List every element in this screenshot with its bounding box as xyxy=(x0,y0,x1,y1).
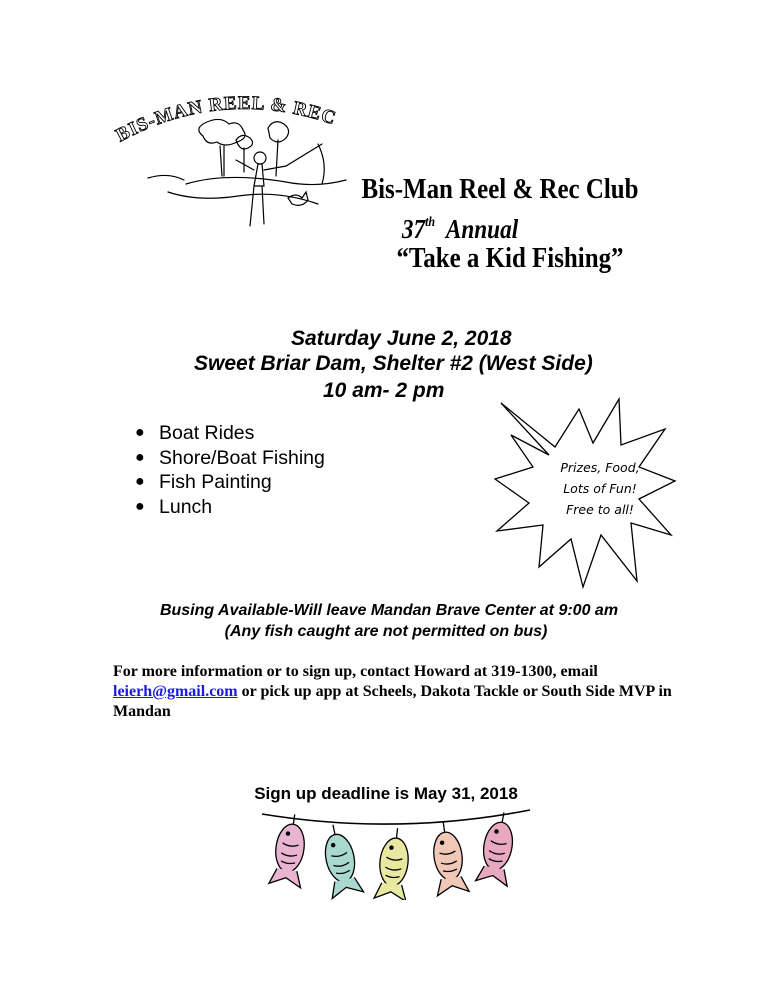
list-item xyxy=(135,421,325,446)
event-tagline: “Take a Kid Fishing” xyxy=(396,242,624,274)
starburst-line: Prizes, Food, xyxy=(560,460,640,475)
email-link[interactable]: leierh@gmail.com xyxy=(113,683,238,700)
contact-text-end: or pick up app at Scheels, Dakota Tackle or South Side MVP in Mandan xyxy=(113,683,672,720)
event-date: Saturday June 2, 2018 xyxy=(291,327,512,350)
annual-label: Annual xyxy=(445,214,519,244)
activity-label: Shore/Boat Fishing xyxy=(159,446,325,469)
activity-label: Lunch xyxy=(159,495,213,518)
annual-suffix: th xyxy=(425,215,436,230)
club-logo xyxy=(108,88,370,238)
event-time: 10 am- 2 pm xyxy=(323,379,445,402)
club-title: Bis-Man Reel & Rec Club xyxy=(361,173,639,205)
bullet-icon: ● xyxy=(135,448,145,466)
list-item xyxy=(135,470,325,495)
starburst-line: Lots of Fun! xyxy=(563,481,637,496)
fish-icon xyxy=(374,827,413,900)
fish-icon xyxy=(269,812,311,888)
busing-line: Busing Available-Will leave Mandan Brave Center at 9:00 am xyxy=(159,602,619,619)
bullet-icon: ● xyxy=(135,473,145,490)
fish-icon xyxy=(317,821,363,898)
fish-icon xyxy=(427,820,469,896)
fish-garland-illustration xyxy=(258,800,534,900)
list-item xyxy=(135,495,325,520)
deadline-text: Sign up deadline is May 31, 2018 xyxy=(254,784,518,803)
busing-note: (Any fish caught are not permitted on bus) xyxy=(224,623,548,640)
event-location: Sweet Briar Dam, Shelter #2 (West Side) xyxy=(194,352,593,375)
svg-text:BIS-MAN REEL & REC xyxy=(113,93,339,146)
contact-info xyxy=(113,662,673,722)
logo-text: BIS-MAN REEL & REC xyxy=(112,92,339,147)
contact-text: For more information or to sign up, contact Howard at 319-1300, email xyxy=(113,663,598,680)
list-item xyxy=(135,446,325,471)
fish-icon xyxy=(476,810,520,886)
activities-list xyxy=(135,421,325,519)
bullet-icon: ● xyxy=(135,497,145,515)
activity-label: Fish Painting xyxy=(159,471,272,493)
starburst-line: Free to all! xyxy=(566,502,634,517)
bullet-icon: ● xyxy=(135,424,145,441)
annual-number: 37 xyxy=(401,214,426,244)
starburst-text xyxy=(540,457,660,520)
activity-label: Boat Rides xyxy=(159,422,255,444)
busing-notice xyxy=(0,600,772,642)
